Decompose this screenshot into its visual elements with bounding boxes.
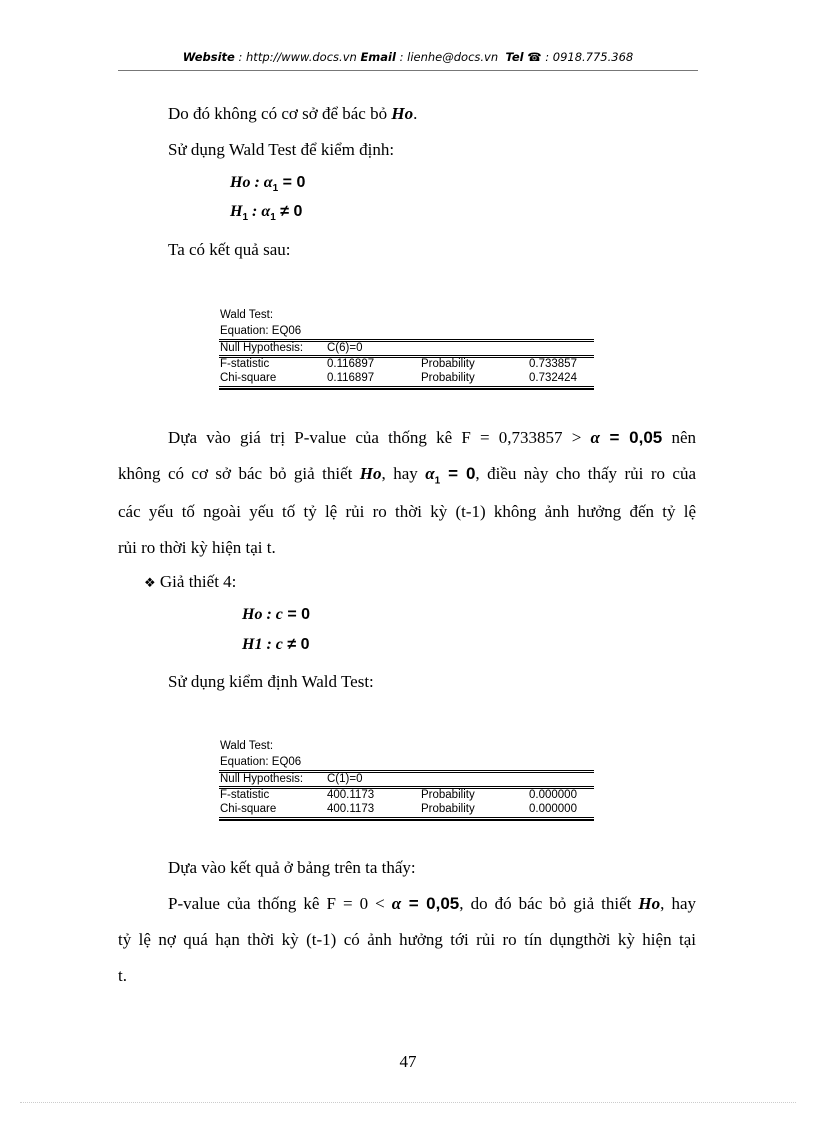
page-header: Website : http://www.docs.vn Email : lienhe@docs.vn Tel ☎ : 0918.775.368	[182, 50, 634, 64]
wald-title: Wald Test:	[220, 309, 274, 321]
text-line-1: Do đó không có cơ sở để bác bỏ Ho.	[168, 104, 418, 123]
table-row: Chi-square 0.116897 Probability 0.732424	[219, 371, 594, 387]
wald-null-hypothesis: Null Hypothesis: C(1)=0	[219, 770, 594, 786]
tel-label: Tel	[505, 50, 524, 64]
table-row: Chi-square 400.1173 Probability 0.000000	[219, 802, 594, 818]
paragraph-1-line-1: Dựa vào giá trị P-value của thống kê F = 0,733857 > α = 0,05 nên	[168, 428, 696, 447]
page-number: 47	[399, 1052, 417, 1071]
text-line-5: Dựa vào kết quả ở bảng trên ta thấy:	[168, 858, 416, 877]
hypothesis-h1-c: H1 : c ≠ 0	[242, 636, 310, 653]
wald-equation: Equation: EQ06	[220, 755, 302, 768]
text-line-4: Sử dụng kiểm định Wald Test:	[168, 672, 374, 691]
table-rule	[219, 819, 594, 821]
hypothesis-h0: Ho : $\alpha_1 = 0$	[230, 174, 306, 195]
wald-test-table-1	[219, 308, 594, 390]
phone-icon: ☎	[527, 50, 542, 64]
tel-number: : 0918.775.368	[541, 50, 634, 64]
paragraph-2-line-3: t.	[118, 966, 127, 985]
paragraph-1-line-4: rủi ro thời kỳ hiện tại t.	[118, 538, 276, 557]
wald-equation: Equation: EQ06	[220, 324, 302, 337]
paragraph-1-line-3: các yếu tố ngoài yếu tố tỷ lệ rủi ro thời kỳ (t-1) không ảnh hưởng đến tỷ lệ	[118, 502, 696, 521]
paragraph-2-line-2: tỷ lệ nợ quá hạn thời kỳ (t-1) có ảnh hưởng tới rủi ro tín dụngthời kỳ hiện tại	[118, 930, 696, 949]
email-address[interactable]: lienhe@docs.vn	[407, 50, 499, 64]
header-rule	[118, 70, 698, 71]
table-rule	[219, 388, 594, 390]
website-url[interactable]: http://www.docs.vn	[246, 50, 357, 64]
page-bottom-divider	[20, 1102, 796, 1103]
hypothesis-h1: $H_1$ : $\alpha_1 \ne 0$	[230, 203, 303, 224]
text-line-2: Sử dụng Wald Test để kiểm định:	[168, 140, 395, 159]
bullet-item: ❖ Giả thiết 4:	[144, 572, 237, 591]
email-label: Email	[360, 50, 396, 64]
diamond-bullet-icon: ❖	[144, 576, 156, 591]
paragraph-1-line-2: không có cơ sở bác bỏ giả thiết Ho, hay $\alpha_1 = 0$, điều này cho thấy rủi ro của	[118, 464, 697, 487]
table-row: F-statistic 400.1173 Probability 0.000000	[219, 786, 594, 802]
hypothesis-h0-c: Ho : c = 0	[242, 606, 311, 623]
paragraph-2-line-1: P-value của thống kê F = 0 < α = 0,05, do đó bác bỏ giả thiết Ho, hay	[168, 894, 696, 913]
table-row: F-statistic 0.116897 Probability 0.733857	[219, 355, 594, 371]
wald-null-hypothesis: Null Hypothesis: C(6)=0	[219, 339, 594, 355]
wald-title: Wald Test:	[220, 740, 274, 752]
wald-test-table-2	[219, 739, 594, 821]
text-line-3: Ta có kết quả sau:	[168, 240, 291, 259]
website-label: Website	[182, 50, 235, 64]
